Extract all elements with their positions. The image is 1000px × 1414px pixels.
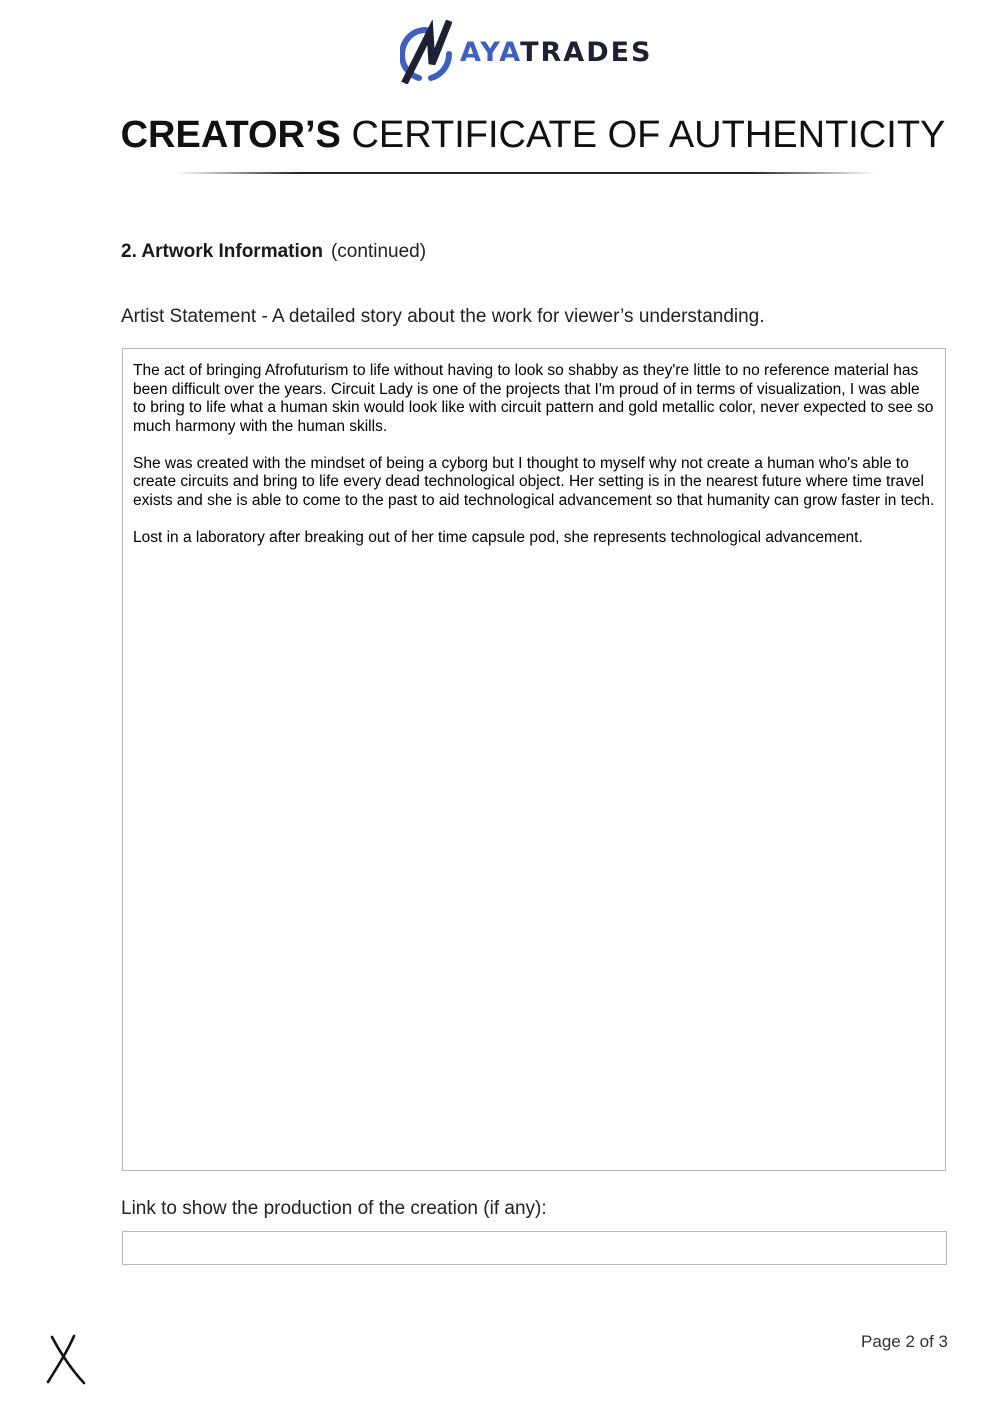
section-heading-title: 2. Artwork Information [121, 241, 323, 262]
section-heading [121, 240, 426, 264]
ayatrades-logo [400, 20, 653, 84]
statement-paragraph-3: Lost in a laboratory after breaking out of her time capsule pod, she represents technological advancement. [133, 528, 863, 546]
signature-mark [44, 1334, 88, 1391]
ayatrades-logo-icon [400, 20, 452, 84]
document-title-rest: CERTIFICATE OF AUTHENTICITY [351, 114, 946, 156]
statement-paragraph-2: She was created with the mindset of being a cyborg but I thought to myself why not create a human who's able to create circuits and bring to life every dead technological object. Her setting is in the nearest future where time travel exists and she is able to come to the past to aid technological advancement so that humanity can grow faster in tech. [133, 454, 935, 509]
brand-wordmark [460, 36, 653, 68]
production-link-field[interactable] [122, 1231, 947, 1265]
section-heading-note: (continued) [330, 241, 427, 262]
page-number: Page 2 of 3 [861, 1332, 948, 1351]
artist-statement-field[interactable] [122, 348, 946, 1171]
title-divider [175, 172, 875, 174]
production-link-label: Link to show the production of the creation (if any): [121, 1198, 547, 1219]
document-title [0, 112, 1000, 158]
artist-statement-prompt: Artist Statement - A detailed story about the work for viewer’s understanding. [121, 306, 765, 327]
statement-paragraph-1: The act of bringing Afrofuturism to life without having to look so shabby as they're little to no reference material has been difficult over the years. Circuit Lady is one of the projects that I'm proud of in terms of visualization, I was able to bring to life what a human skin would look like with circuit pattern and gold metallic color, never expected to see so much harmony with the human skills. [133, 362, 934, 435]
signature-x-icon [44, 1334, 88, 1386]
brand-part-aya: AYA [460, 36, 521, 68]
document-title-bold: CREATOR’S [120, 114, 341, 156]
brand-part-trades: TRADES [520, 36, 653, 68]
